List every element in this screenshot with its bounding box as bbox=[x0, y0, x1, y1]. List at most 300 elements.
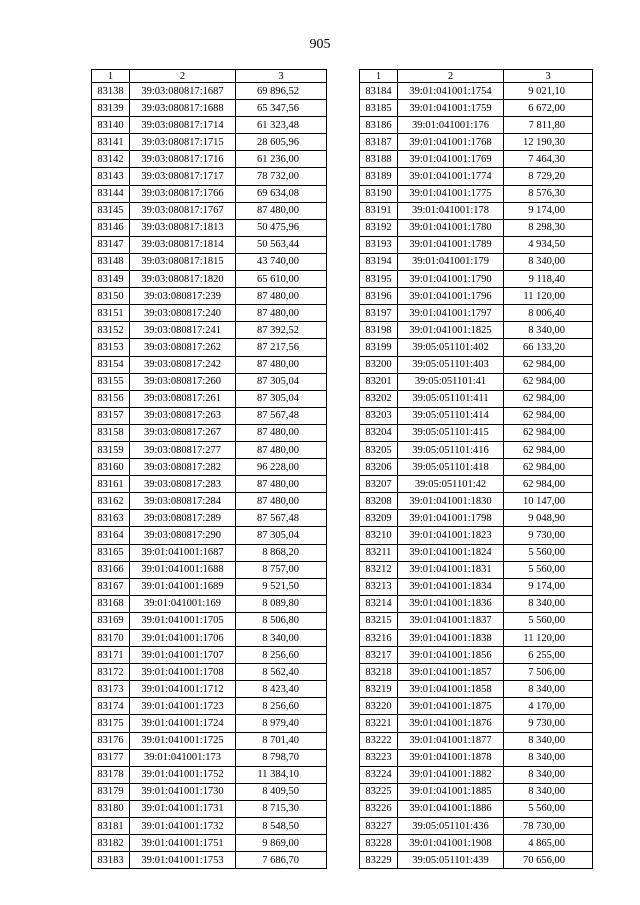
cadastral-number-cell: 39:01:041001:1831 bbox=[398, 561, 504, 578]
value-cell: 9 174,00 bbox=[504, 202, 593, 219]
value-cell: 8 757,00 bbox=[236, 561, 327, 578]
row-number-cell: 83174 bbox=[92, 698, 130, 715]
table-header-row bbox=[92, 70, 327, 83]
value-cell: 62 984,00 bbox=[504, 441, 593, 458]
row-number-cell: 83213 bbox=[360, 578, 398, 595]
table-row bbox=[360, 373, 593, 390]
row-number-cell: 83162 bbox=[92, 493, 130, 510]
value-cell: 8 506,80 bbox=[236, 612, 327, 629]
table-row bbox=[92, 271, 327, 288]
row-number-cell: 83152 bbox=[92, 322, 130, 339]
table-row bbox=[360, 168, 593, 185]
cadastral-number-cell: 39:01:041001:1768 bbox=[398, 134, 504, 151]
cadastral-number-cell: 39:03:080817:1766 bbox=[130, 185, 236, 202]
row-number-cell: 83155 bbox=[92, 373, 130, 390]
cadastral-number-cell: 39:03:080817:289 bbox=[130, 510, 236, 527]
cadastral-number-cell: 39:01:041001:1723 bbox=[130, 698, 236, 715]
table-row bbox=[360, 800, 593, 817]
cadastral-number-cell: 39:05:051101:402 bbox=[398, 339, 504, 356]
row-number-cell: 83138 bbox=[92, 83, 130, 100]
value-cell: 65 610,00 bbox=[236, 271, 327, 288]
column-header: 3 bbox=[504, 70, 593, 83]
row-number-cell: 83202 bbox=[360, 390, 398, 407]
row-number-cell: 83147 bbox=[92, 236, 130, 253]
table-row bbox=[360, 527, 593, 544]
table-row bbox=[360, 698, 593, 715]
row-number-cell: 83161 bbox=[92, 476, 130, 493]
value-cell: 69 896,52 bbox=[236, 83, 327, 100]
table-row bbox=[92, 339, 327, 356]
value-cell: 96 228,00 bbox=[236, 459, 327, 476]
table-row bbox=[360, 219, 593, 236]
table-row bbox=[92, 818, 327, 835]
cadastral-number-cell: 39:01:041001:1752 bbox=[130, 766, 236, 783]
table-row bbox=[92, 236, 327, 253]
row-number-cell: 83207 bbox=[360, 476, 398, 493]
table-row bbox=[360, 83, 593, 100]
cadastral-number-cell: 39:03:080817:1687 bbox=[130, 83, 236, 100]
cadastral-number-cell: 39:01:041001:1769 bbox=[398, 151, 504, 168]
table-row bbox=[92, 322, 327, 339]
table-row bbox=[92, 630, 327, 647]
row-number-cell: 83195 bbox=[360, 271, 398, 288]
value-cell: 8 868,20 bbox=[236, 544, 327, 561]
value-cell: 8 089,80 bbox=[236, 595, 327, 612]
cadastral-number-cell: 39:01:041001:1830 bbox=[398, 493, 504, 510]
value-cell: 7 464,30 bbox=[504, 151, 593, 168]
row-number-cell: 83171 bbox=[92, 647, 130, 664]
row-number-cell: 83164 bbox=[92, 527, 130, 544]
table-row bbox=[360, 441, 593, 458]
row-number-cell: 83193 bbox=[360, 236, 398, 253]
row-number-cell: 83177 bbox=[92, 749, 130, 766]
table-row bbox=[92, 647, 327, 664]
cadastral-number-cell: 39:01:041001:1825 bbox=[398, 322, 504, 339]
value-cell: 62 984,00 bbox=[504, 356, 593, 373]
row-number-cell: 83158 bbox=[92, 424, 130, 441]
row-number-cell: 83208 bbox=[360, 493, 398, 510]
value-cell: 8 798,70 bbox=[236, 749, 327, 766]
table-row bbox=[92, 493, 327, 510]
row-number-cell: 83209 bbox=[360, 510, 398, 527]
cadastral-number-cell: 39:01:041001:169 bbox=[130, 595, 236, 612]
cadastral-number-cell: 39:01:041001:1858 bbox=[398, 681, 504, 698]
row-number-cell: 83201 bbox=[360, 373, 398, 390]
table-row bbox=[360, 253, 593, 270]
cadastral-number-cell: 39:03:080817:1716 bbox=[130, 151, 236, 168]
cadastral-number-cell: 39:01:041001:1688 bbox=[130, 561, 236, 578]
row-number-cell: 83225 bbox=[360, 783, 398, 800]
cadastral-number-cell: 39:05:051101:436 bbox=[398, 818, 504, 835]
row-number-cell: 83175 bbox=[92, 715, 130, 732]
cadastral-number-cell: 39:01:041001:1834 bbox=[398, 578, 504, 595]
cadastral-number-cell: 39:01:041001:1753 bbox=[130, 852, 236, 869]
cadastral-number-cell: 39:05:051101:403 bbox=[398, 356, 504, 373]
row-number-cell: 83205 bbox=[360, 441, 398, 458]
cadastral-number-cell: 39:01:041001:1731 bbox=[130, 800, 236, 817]
value-cell: 87 217,56 bbox=[236, 339, 327, 356]
value-cell: 11 120,00 bbox=[504, 630, 593, 647]
cadastral-number-cell: 39:03:080817:242 bbox=[130, 356, 236, 373]
table-row bbox=[360, 732, 593, 749]
cadastral-number-cell: 39:03:080817:1767 bbox=[130, 202, 236, 219]
cadastral-number-cell: 39:05:051101:42 bbox=[398, 476, 504, 493]
table-row bbox=[92, 373, 327, 390]
value-cell: 78 732,00 bbox=[236, 168, 327, 185]
row-number-cell: 83148 bbox=[92, 253, 130, 270]
cadastral-number-cell: 39:01:041001:1790 bbox=[398, 271, 504, 288]
row-number-cell: 83224 bbox=[360, 766, 398, 783]
cadastral-number-cell: 39:03:080817:1714 bbox=[130, 117, 236, 134]
right-table-body bbox=[360, 83, 593, 869]
value-cell: 6 255,00 bbox=[504, 647, 593, 664]
table-row bbox=[360, 339, 593, 356]
cadastral-number-cell: 39:03:080817:1815 bbox=[130, 253, 236, 270]
value-cell: 69 634,08 bbox=[236, 185, 327, 202]
row-number-cell: 83139 bbox=[92, 100, 130, 117]
row-number-cell: 83159 bbox=[92, 441, 130, 458]
table-row bbox=[360, 681, 593, 698]
table-row bbox=[92, 698, 327, 715]
row-number-cell: 83227 bbox=[360, 818, 398, 835]
value-cell: 87 480,00 bbox=[236, 305, 327, 322]
table-row bbox=[92, 595, 327, 612]
row-number-cell: 83212 bbox=[360, 561, 398, 578]
table-row bbox=[92, 441, 327, 458]
table-row bbox=[360, 578, 593, 595]
value-cell: 66 133,20 bbox=[504, 339, 593, 356]
cadastral-number-cell: 39:05:051101:415 bbox=[398, 424, 504, 441]
value-cell: 8 340,00 bbox=[504, 732, 593, 749]
cadastral-number-cell: 39:01:041001:1724 bbox=[130, 715, 236, 732]
value-cell: 8 340,00 bbox=[504, 783, 593, 800]
cadastral-number-cell: 39:01:041001:1789 bbox=[398, 236, 504, 253]
value-cell: 28 605,96 bbox=[236, 134, 327, 151]
row-number-cell: 83198 bbox=[360, 322, 398, 339]
value-cell: 87 480,00 bbox=[236, 356, 327, 373]
row-number-cell: 83170 bbox=[92, 630, 130, 647]
row-number-cell: 83200 bbox=[360, 356, 398, 373]
value-cell: 87 480,00 bbox=[236, 441, 327, 458]
row-number-cell: 83197 bbox=[360, 305, 398, 322]
value-cell: 9 869,00 bbox=[236, 835, 327, 852]
cadastral-number-cell: 39:01:041001:1798 bbox=[398, 510, 504, 527]
row-number-cell: 83176 bbox=[92, 732, 130, 749]
value-cell: 87 480,00 bbox=[236, 476, 327, 493]
value-cell: 8 715,30 bbox=[236, 800, 327, 817]
value-cell: 4 865,00 bbox=[504, 835, 593, 852]
value-cell: 87 305,04 bbox=[236, 527, 327, 544]
cadastral-number-cell: 39:01:041001:1877 bbox=[398, 732, 504, 749]
cadastral-number-cell: 39:03:080817:1715 bbox=[130, 134, 236, 151]
value-cell: 9 118,40 bbox=[504, 271, 593, 288]
cadastral-number-cell: 39:03:080817:283 bbox=[130, 476, 236, 493]
value-cell: 8 562,40 bbox=[236, 664, 327, 681]
table-row bbox=[360, 424, 593, 441]
cadastral-number-cell: 39:03:080817:290 bbox=[130, 527, 236, 544]
value-cell: 87 305,04 bbox=[236, 373, 327, 390]
row-number-cell: 83217 bbox=[360, 647, 398, 664]
table-row bbox=[92, 459, 327, 476]
value-cell: 87 480,00 bbox=[236, 424, 327, 441]
table-row bbox=[360, 612, 593, 629]
cadastral-number-cell: 39:05:051101:414 bbox=[398, 407, 504, 424]
value-cell: 87 305,04 bbox=[236, 390, 327, 407]
row-number-cell: 83178 bbox=[92, 766, 130, 783]
cadastral-number-cell: 39:01:041001:1876 bbox=[398, 715, 504, 732]
row-number-cell: 83194 bbox=[360, 253, 398, 270]
table-row bbox=[360, 356, 593, 373]
table-row bbox=[360, 407, 593, 424]
column-header: 1 bbox=[360, 70, 398, 83]
cadastral-number-cell: 39:01:041001:179 bbox=[398, 253, 504, 270]
value-cell: 8 423,40 bbox=[236, 681, 327, 698]
cadastral-number-cell: 39:01:041001:1712 bbox=[130, 681, 236, 698]
table-row bbox=[92, 578, 327, 595]
table-row bbox=[92, 356, 327, 373]
row-number-cell: 83168 bbox=[92, 595, 130, 612]
cadastral-number-cell: 39:03:080817:260 bbox=[130, 373, 236, 390]
table-row bbox=[92, 732, 327, 749]
column-header: 1 bbox=[92, 70, 130, 83]
cadastral-number-cell: 39:01:041001:1706 bbox=[130, 630, 236, 647]
cadastral-number-cell: 39:03:080817:1813 bbox=[130, 219, 236, 236]
table-row bbox=[360, 664, 593, 681]
table-row bbox=[360, 835, 593, 852]
value-cell: 8 409,50 bbox=[236, 783, 327, 800]
table-row bbox=[92, 424, 327, 441]
cadastral-number-cell: 39:05:051101:439 bbox=[398, 852, 504, 869]
row-number-cell: 83173 bbox=[92, 681, 130, 698]
table-header-row bbox=[360, 70, 593, 83]
cadastral-number-cell: 39:03:080817:1820 bbox=[130, 271, 236, 288]
row-number-cell: 83141 bbox=[92, 134, 130, 151]
table-row bbox=[92, 715, 327, 732]
table-row bbox=[360, 630, 593, 647]
value-cell: 62 984,00 bbox=[504, 373, 593, 390]
value-cell: 10 147,00 bbox=[504, 493, 593, 510]
row-number-cell: 83229 bbox=[360, 852, 398, 869]
right-table bbox=[359, 69, 593, 869]
cadastral-number-cell: 39:01:041001:1707 bbox=[130, 647, 236, 664]
table-row bbox=[92, 510, 327, 527]
table-row bbox=[92, 219, 327, 236]
value-cell: 8 256,60 bbox=[236, 647, 327, 664]
table-row bbox=[360, 202, 593, 219]
cadastral-number-cell: 39:01:041001:1878 bbox=[398, 749, 504, 766]
row-number-cell: 83222 bbox=[360, 732, 398, 749]
value-cell: 4 170,00 bbox=[504, 698, 593, 715]
column-header: 2 bbox=[398, 70, 504, 83]
value-cell: 62 984,00 bbox=[504, 476, 593, 493]
cadastral-number-cell: 39:05:051101:416 bbox=[398, 441, 504, 458]
cadastral-number-cell: 39:01:041001:1774 bbox=[398, 168, 504, 185]
value-cell: 8 006,40 bbox=[504, 305, 593, 322]
row-number-cell: 83189 bbox=[360, 168, 398, 185]
table-row bbox=[92, 766, 327, 783]
cadastral-number-cell: 39:01:041001:1708 bbox=[130, 664, 236, 681]
cadastral-number-cell: 39:03:080817:263 bbox=[130, 407, 236, 424]
cadastral-number-cell: 39:01:041001:1797 bbox=[398, 305, 504, 322]
row-number-cell: 83154 bbox=[92, 356, 130, 373]
row-number-cell: 83186 bbox=[360, 117, 398, 134]
table-row bbox=[360, 715, 593, 732]
row-number-cell: 83192 bbox=[360, 219, 398, 236]
row-number-cell: 83145 bbox=[92, 202, 130, 219]
page-number: 905 bbox=[309, 37, 331, 52]
value-cell: 62 984,00 bbox=[504, 424, 593, 441]
row-number-cell: 83184 bbox=[360, 83, 398, 100]
value-cell: 8 701,40 bbox=[236, 732, 327, 749]
cadastral-number-cell: 39:03:080817:277 bbox=[130, 441, 236, 458]
row-number-cell: 83190 bbox=[360, 185, 398, 202]
value-cell: 11 384,10 bbox=[236, 766, 327, 783]
table-row bbox=[360, 749, 593, 766]
cadastral-number-cell: 39:01:041001:178 bbox=[398, 202, 504, 219]
value-cell: 87 567,48 bbox=[236, 510, 327, 527]
cadastral-number-cell: 39:03:080817:239 bbox=[130, 288, 236, 305]
value-cell: 8 256,60 bbox=[236, 698, 327, 715]
value-cell: 5 560,00 bbox=[504, 800, 593, 817]
value-cell: 12 190,30 bbox=[504, 134, 593, 151]
table-row bbox=[92, 852, 327, 869]
table-row bbox=[360, 561, 593, 578]
table-row bbox=[360, 510, 593, 527]
row-number-cell: 83226 bbox=[360, 800, 398, 817]
cadastral-number-cell: 39:01:041001:1837 bbox=[398, 612, 504, 629]
value-cell: 87 480,00 bbox=[236, 202, 327, 219]
table-row bbox=[92, 185, 327, 202]
row-number-cell: 83191 bbox=[360, 202, 398, 219]
table-row bbox=[92, 83, 327, 100]
row-number-cell: 83144 bbox=[92, 185, 130, 202]
table-row bbox=[360, 852, 593, 869]
row-number-cell: 83185 bbox=[360, 100, 398, 117]
value-cell: 9 730,00 bbox=[504, 527, 593, 544]
table-row bbox=[92, 527, 327, 544]
value-cell: 11 120,00 bbox=[504, 288, 593, 305]
cadastral-number-cell: 39:01:041001:1823 bbox=[398, 527, 504, 544]
value-cell: 5 560,00 bbox=[504, 561, 593, 578]
row-number-cell: 83228 bbox=[360, 835, 398, 852]
table-row bbox=[360, 100, 593, 117]
cadastral-number-cell: 39:03:080817:1688 bbox=[130, 100, 236, 117]
cadastral-number-cell: 39:03:080817:240 bbox=[130, 305, 236, 322]
row-number-cell: 83221 bbox=[360, 715, 398, 732]
table-row bbox=[92, 783, 327, 800]
value-cell: 8 340,00 bbox=[504, 595, 593, 612]
table-row bbox=[360, 271, 593, 288]
table-row bbox=[92, 100, 327, 117]
table-row bbox=[92, 561, 327, 578]
row-number-cell: 83206 bbox=[360, 459, 398, 476]
cadastral-number-cell: 39:03:080817:262 bbox=[130, 339, 236, 356]
value-cell: 62 984,00 bbox=[504, 459, 593, 476]
left-table bbox=[91, 69, 327, 869]
table-row bbox=[360, 305, 593, 322]
value-cell: 61 323,48 bbox=[236, 117, 327, 134]
value-cell: 61 236,00 bbox=[236, 151, 327, 168]
row-number-cell: 83143 bbox=[92, 168, 130, 185]
cadastral-number-cell: 39:01:041001:1754 bbox=[398, 83, 504, 100]
column-header: 2 bbox=[130, 70, 236, 83]
cadastral-number-cell: 39:01:041001:176 bbox=[398, 117, 504, 134]
row-number-cell: 83150 bbox=[92, 288, 130, 305]
cadastral-number-cell: 39:01:041001:1836 bbox=[398, 595, 504, 612]
row-number-cell: 83199 bbox=[360, 339, 398, 356]
table-row bbox=[92, 390, 327, 407]
cadastral-number-cell: 39:05:051101:418 bbox=[398, 459, 504, 476]
cadastral-number-cell: 39:05:051101:411 bbox=[398, 390, 504, 407]
row-number-cell: 83216 bbox=[360, 630, 398, 647]
row-number-cell: 83160 bbox=[92, 459, 130, 476]
value-cell: 87 567,48 bbox=[236, 407, 327, 424]
cadastral-number-cell: 39:01:041001:1759 bbox=[398, 100, 504, 117]
value-cell: 5 560,00 bbox=[504, 612, 593, 629]
cadastral-number-cell: 39:03:080817:241 bbox=[130, 322, 236, 339]
value-cell: 8 298,30 bbox=[504, 219, 593, 236]
table-row bbox=[92, 612, 327, 629]
table-row bbox=[360, 783, 593, 800]
row-number-cell: 83179 bbox=[92, 783, 130, 800]
column-header: 3 bbox=[236, 70, 327, 83]
row-number-cell: 83156 bbox=[92, 390, 130, 407]
value-cell: 62 984,00 bbox=[504, 390, 593, 407]
table-row bbox=[92, 305, 327, 322]
row-number-cell: 83218 bbox=[360, 664, 398, 681]
cadastral-number-cell: 39:01:041001:1824 bbox=[398, 544, 504, 561]
value-cell: 8 340,00 bbox=[504, 681, 593, 698]
value-cell: 43 740,00 bbox=[236, 253, 327, 270]
cadastral-number-cell: 39:01:041001:1780 bbox=[398, 219, 504, 236]
cadastral-number-cell: 39:01:041001:1687 bbox=[130, 544, 236, 561]
value-cell: 8 340,00 bbox=[504, 749, 593, 766]
value-cell: 8 576,30 bbox=[504, 185, 593, 202]
cadastral-number-cell: 39:01:041001:1908 bbox=[398, 835, 504, 852]
cadastral-number-cell: 39:01:041001:1732 bbox=[130, 818, 236, 835]
value-cell: 9 521,50 bbox=[236, 578, 327, 595]
value-cell: 87 480,00 bbox=[236, 288, 327, 305]
table-row bbox=[360, 766, 593, 783]
row-number-cell: 83167 bbox=[92, 578, 130, 595]
table-row bbox=[360, 288, 593, 305]
value-cell: 8 548,50 bbox=[236, 818, 327, 835]
value-cell: 8 340,00 bbox=[504, 766, 593, 783]
table-row bbox=[92, 151, 327, 168]
table-row bbox=[92, 544, 327, 561]
value-cell: 9 730,00 bbox=[504, 715, 593, 732]
value-cell: 62 984,00 bbox=[504, 407, 593, 424]
table-row bbox=[92, 407, 327, 424]
row-number-cell: 83163 bbox=[92, 510, 130, 527]
value-cell: 70 656,00 bbox=[504, 852, 593, 869]
row-number-cell: 83157 bbox=[92, 407, 130, 424]
cadastral-number-cell: 39:01:041001:1705 bbox=[130, 612, 236, 629]
value-cell: 50 563,44 bbox=[236, 236, 327, 253]
cadastral-number-cell: 39:05:051101:41 bbox=[398, 373, 504, 390]
row-number-cell: 83188 bbox=[360, 151, 398, 168]
row-number-cell: 83151 bbox=[92, 305, 130, 322]
row-number-cell: 83223 bbox=[360, 749, 398, 766]
table-row bbox=[360, 818, 593, 835]
table-row bbox=[360, 544, 593, 561]
row-number-cell: 83142 bbox=[92, 151, 130, 168]
value-cell: 87 392,52 bbox=[236, 322, 327, 339]
row-number-cell: 83182 bbox=[92, 835, 130, 852]
value-cell: 65 347,56 bbox=[236, 100, 327, 117]
value-cell: 8 340,00 bbox=[504, 253, 593, 270]
value-cell: 9 021,10 bbox=[504, 83, 593, 100]
